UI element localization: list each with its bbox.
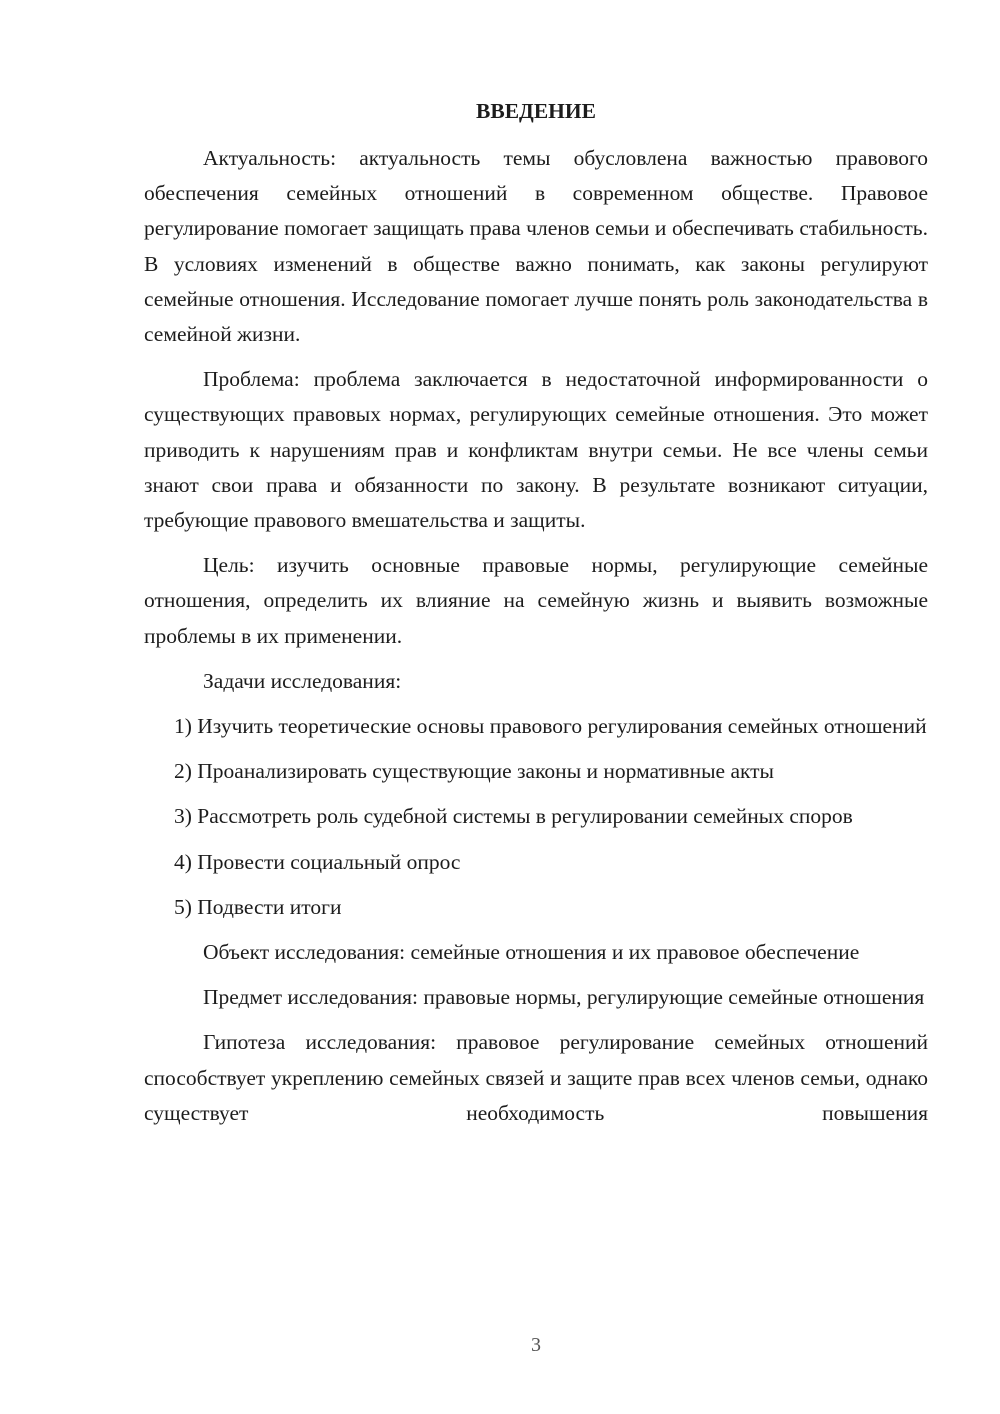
task-item-2: 2) Проанализировать существующие законы и нормативные акты [174, 759, 774, 784]
page-content [144, 96, 928, 1141]
goal-paragraph: Цель: изучить основные правовые нормы, регулирующие семейные отношения, определить их влияние на семейную жизнь и выявить возможные проблемы в их применении. [144, 553, 928, 648]
relevance-paragraph: Актуальность: актуальность темы обусловлена важностью правового обеспечения семейных отношений в современном обществе. Правовое регулирование помогает защищать права членов семьи и обеспечивать стабильность. В условиях изменений в обществе важно понимать, как законы регулируют семейные отношения. Исследование помогает лучше понять роль законодательства в семейной жизни. [144, 146, 928, 347]
task-item-3: 3) Рассмотреть роль судебной системы в регулировании семейных споров [174, 804, 853, 829]
page-number: 3 [531, 1334, 541, 1356]
tasks-heading: Задачи исследования: [203, 668, 402, 693]
task-item-5: 5) Подвести итоги [174, 894, 342, 919]
problem-paragraph: Проблема: проблема заключается в недостаточной информированности о существующих правовых нормах, регулирующих семейные отношения. Это может приводить к нарушениям прав и конфликтам внутри семьи. Не все члены семьи знают свои права и обязанности по закону. В результате возникают ситуации, требующие правового вмешательства и защиты. [144, 367, 928, 533]
subject-paragraph: Предмет исследования: правовые нормы, регулирующие семейные отношения [203, 985, 925, 1010]
task-item-4: 4) Провести социальный опрос [174, 849, 461, 874]
hypothesis-paragraph: Гипотеза исследования: правовое регулирование семейных отношений способствует укреплению семейных связей и защите прав всех членов семьи, однако существует необходимость повышения [144, 1030, 928, 1125]
task-item-1: 1) Изучить теоретические основы правового регулирования семейных отношений [174, 714, 927, 739]
object-paragraph: Объект исследования: семейные отношения и их правовое обеспечение [203, 940, 860, 965]
page-title: ВВЕДЕНИЕ [476, 99, 596, 123]
